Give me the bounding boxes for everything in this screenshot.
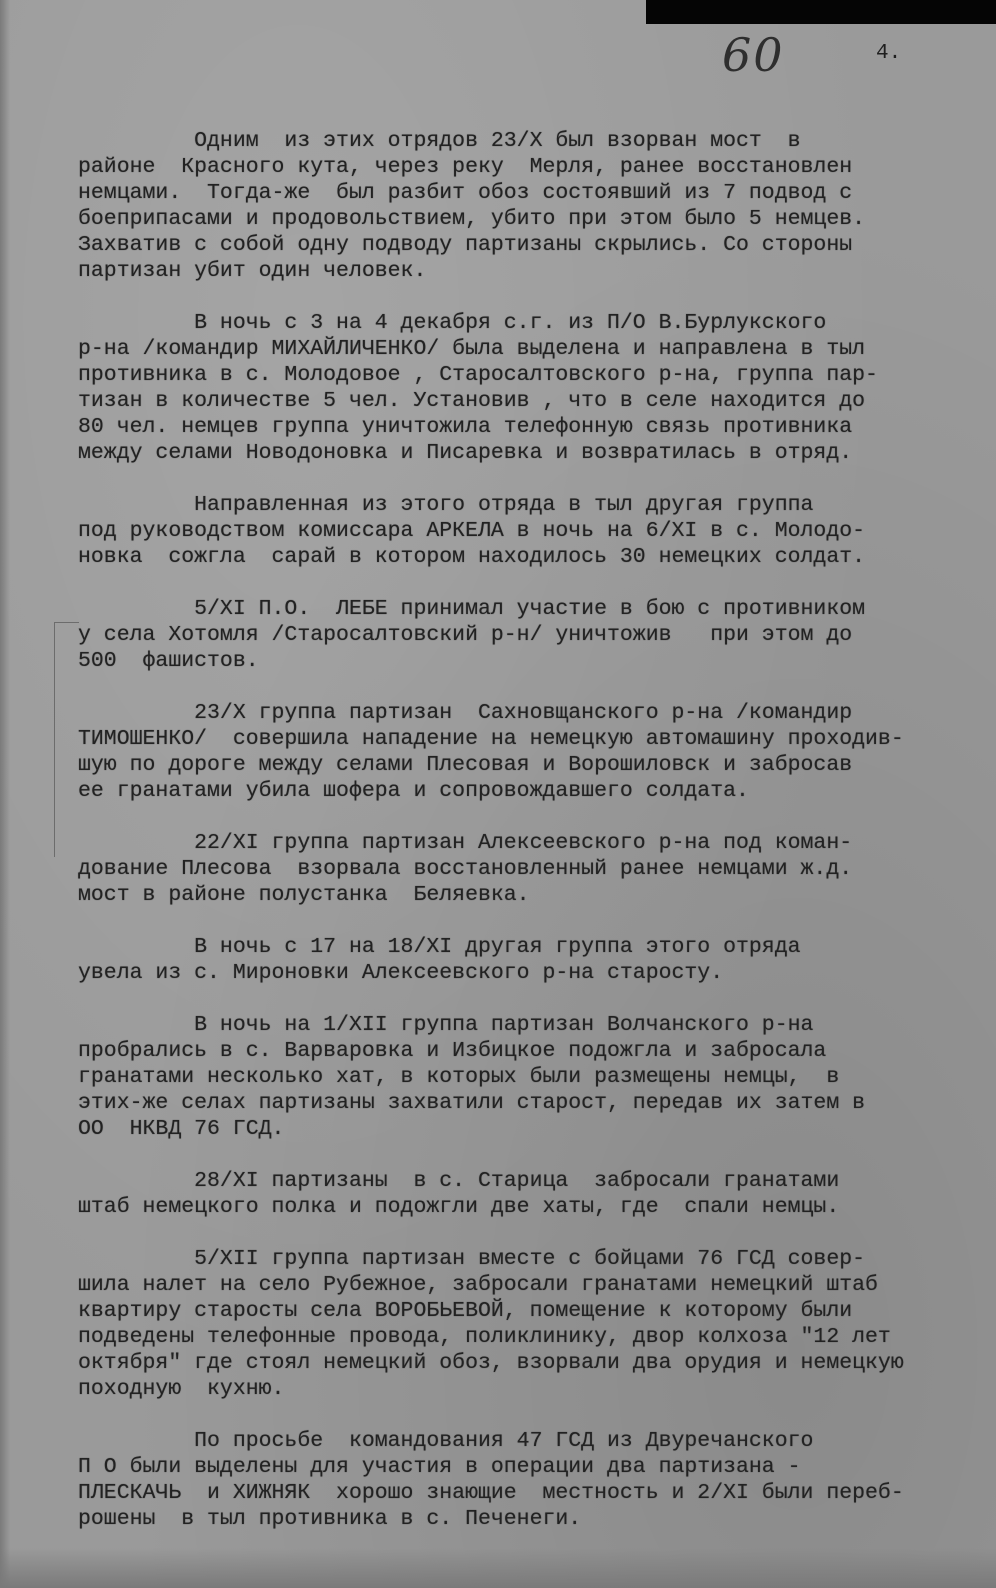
text-line: мост в районе полустанка Беляевка. [78,883,530,907]
text-line: партизан убит один человек. [78,259,427,283]
text-line: В ночь с 3 на 4 декабря с.г. из П/О В.Бурлукского [78,311,827,335]
text-line: р-на /командир МИХАЙЛИЧЕНКО/ была выделена и направлена в тыл [78,337,866,361]
text-line: Одним из этих отрядов 23/Х был взорван мост в [78,129,801,153]
text-line: подведены телефонные провода, поликлинику, двор колхоза "12 лет [78,1325,891,1349]
paragraph [78,1246,958,1402]
handwritten-page-number: 60 [722,28,785,82]
page-left-shadow [0,0,10,1588]
text-line: 80 чел. немцев группа уничтожила телефонную связь противника [78,415,853,439]
text-line: 5/XII группа партизан вместе с бойцами 76 ГСД совер- [78,1247,866,1271]
text-line: ОО НКВД 76 ГСД. [78,1117,285,1141]
text-line: районе Красного кута, через реку Мерля, ранее восстановлен [78,155,853,179]
text-line: шую по дороге между селами Плесовая и Ворошиловск и забросав [78,753,853,777]
text-line: Захватив с собой одну подводу партизаны скрылись. Со стороны [78,233,853,257]
text-line: квартиру старосты села ВОРОБЬЕВОЙ, помещение к которому были [78,1299,853,1323]
text-line: гранатами несколько хат, в которых были размещены немцы, в [78,1065,840,1089]
text-line: В ночь на 1/XII группа партизан Волчанского р-на [78,1013,814,1037]
text-line: 22/XI группа партизан Алексеевского р-на под коман- [78,831,853,855]
typed-page-number: 4. [876,42,902,65]
text-line: 23/Х группа партизан Сахновщанского р-на /командир [78,701,853,725]
text-line: новка сожгла сарай в котором находилось 30 немецких солдат. [78,545,866,569]
paragraph [78,700,958,804]
text-line: пробрались в с. Варваровка и Избицкое подожгла и забросала [78,1039,827,1063]
text-line: немцами. Тогда-же был разбит обоз состоявший из 7 подвод с [78,181,853,205]
text-line: 500 фашистов. [78,649,259,673]
paragraph [78,1428,958,1532]
text-line: под руководством комиссара АРКЕЛА в ночь на 6/XI в с. Молодо- [78,519,866,543]
paragraph [78,596,958,674]
paragraph [78,128,958,284]
text-line: штаб немецкого полка и подожгли две хаты, где спали немцы. [78,1195,840,1219]
text-line: дование Плесова взорвала восстановленный ранее немцами ж.д. [78,857,853,881]
text-line: у села Хотомля /Старосалтовский р-н/ уничтожив при этом до [78,623,853,647]
text-line: В ночь с 17 на 18/XI другая группа этого отряда [78,935,801,959]
paragraph [78,492,958,570]
text-line: 5/XI П.О. ЛЕБЕ принимал участие в бою с противником [78,597,866,621]
dark-corner-strip [646,0,996,24]
text-line: шила налет на село Рубежное, забросали гранатами немецкий штаб [78,1273,878,1297]
paragraph [78,934,958,986]
text-line: П О были выделены для участия в операции два партизана - [78,1455,801,1479]
text-line: этих-же селах партизаны захватили старост, передав их затем в [78,1091,866,1115]
text-line: Направленная из этого отряда в тыл другая группа [78,493,814,517]
text-line: между селами Новодоновка и Писаревка и возвратилась в отряд. [78,441,853,465]
text-line: 28/XI партизаны в с. Старица забросали гранатами [78,1169,840,1193]
text-line: рошены в тыл противника в с. Печенеги. [78,1507,582,1531]
paragraph [78,830,958,908]
text-line: ПЛЕСКАЧЬ и ХИЖНЯК хорошо знающие местность и 2/XI были переб- [78,1481,904,1505]
text-line: По просьбе командования 47 ГСД из Двуречанского [78,1429,814,1453]
text-line: увела из с. Мироновки Алексеевского р-на старосту. [78,961,724,985]
text-line: боеприпасами и продовольствием, убито при этом было 5 немцев. [78,207,866,231]
text-line: ТИМОШЕНКО/ совершила нападение на немецкую автомашину проходив- [78,727,904,751]
paragraph [78,310,958,466]
margin-bracket-mark [54,622,79,857]
paragraph [78,1168,958,1220]
text-line: походную кухню. [78,1377,285,1401]
text-line: октября" где стоял немецкий обоз, взорвали два орудия и немецкую [78,1351,904,1375]
text-line: тизан в количестве 5 чел. Установив , что в селе находится до [78,389,866,413]
text-line: ее гранатами убила шофера и сопровождавшего солдата. [78,779,749,803]
text-line: противника в с. Молодовое , Старосалтовского р-на, группа пар- [78,363,878,387]
paragraph [78,1012,958,1142]
typewritten-body [78,128,958,1558]
